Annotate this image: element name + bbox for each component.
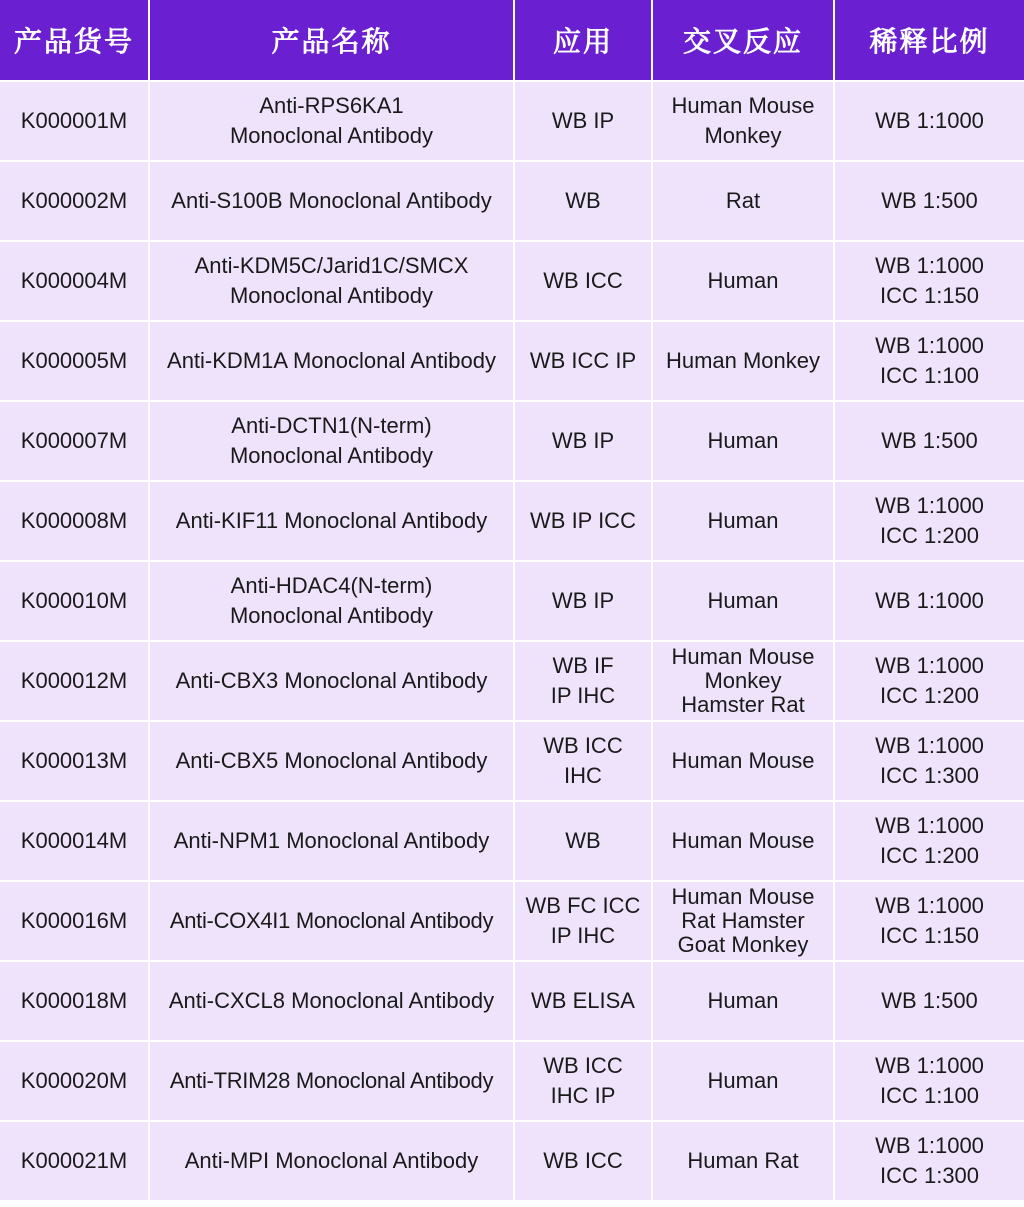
table-row bbox=[0, 162, 1024, 242]
cell-cross-reactivity: Human bbox=[653, 1042, 835, 1122]
cell-product-name: Anti-TRIM28 Monoclonal Antibody bbox=[150, 1042, 515, 1122]
cell-application: WB ICC IP bbox=[515, 322, 653, 402]
cell-catalog-number: K000001M bbox=[0, 82, 150, 162]
cell-dilution-ratio: WB 1:1000 ICC 1:200 bbox=[835, 642, 1024, 722]
cell-catalog-number: K000013M bbox=[0, 722, 150, 802]
cell-product-name: Anti-S100B Monoclonal Antibody bbox=[150, 162, 515, 242]
cell-catalog-number: K000014M bbox=[0, 802, 150, 882]
cell-catalog-number: K000016M bbox=[0, 882, 150, 962]
cell-application: WB ICC IHC bbox=[515, 722, 653, 802]
cell-dilution-ratio: WB 1:1000 ICC 1:100 bbox=[835, 322, 1024, 402]
cell-dilution-ratio: WB 1:1000 ICC 1:150 bbox=[835, 242, 1024, 322]
cell-dilution-ratio: WB 1:1000 ICC 1:100 bbox=[835, 1042, 1024, 1122]
cell-catalog-number: K000018M bbox=[0, 962, 150, 1042]
cell-application: WB bbox=[515, 162, 653, 242]
cell-product-name: Anti-MPI Monoclonal Antibody bbox=[150, 1122, 515, 1202]
cell-product-name: Anti-CXCL8 Monoclonal Antibody bbox=[150, 962, 515, 1042]
cell-catalog-number: K000008M bbox=[0, 482, 150, 562]
cell-catalog-number: K000007M bbox=[0, 402, 150, 482]
table-row bbox=[0, 722, 1024, 802]
cell-cross-reactivity: Human bbox=[653, 962, 835, 1042]
cell-product-name: Anti-COX4I1 Monoclonal Antibody bbox=[150, 882, 515, 962]
table-row bbox=[0, 1042, 1024, 1122]
cell-cross-reactivity: Human Mouse Monkey Hamster Rat bbox=[653, 642, 835, 722]
cell-catalog-number: K000020M bbox=[0, 1042, 150, 1122]
cell-cross-reactivity: Human bbox=[653, 482, 835, 562]
cell-catalog-number: K000002M bbox=[0, 162, 150, 242]
cell-application: WB FC ICC IP IHC bbox=[515, 882, 653, 962]
cell-cross-reactivity: Human bbox=[653, 242, 835, 322]
cell-application: WB IP bbox=[515, 402, 653, 482]
header-catalog-number: 产品货号 bbox=[0, 0, 150, 82]
cell-product-name: Anti-CBX3 Monoclonal Antibody bbox=[150, 642, 515, 722]
cell-application: WB bbox=[515, 802, 653, 882]
cell-dilution-ratio: WB 1:1000 ICC 1:300 bbox=[835, 722, 1024, 802]
table-row bbox=[0, 882, 1024, 962]
table-row bbox=[0, 322, 1024, 402]
cell-cross-reactivity: Human Mouse bbox=[653, 722, 835, 802]
table-row bbox=[0, 402, 1024, 482]
header-cross-reactivity: 交叉反应 bbox=[653, 0, 835, 82]
cell-dilution-ratio: WB 1:500 bbox=[835, 962, 1024, 1042]
cell-application: WB IP ICC bbox=[515, 482, 653, 562]
cell-cross-reactivity: Rat bbox=[653, 162, 835, 242]
header-dilution-ratio: 稀释比例 bbox=[835, 0, 1024, 82]
cell-cross-reactivity: Human Mouse bbox=[653, 802, 835, 882]
cell-application: WB ELISA bbox=[515, 962, 653, 1042]
table-row bbox=[0, 242, 1024, 322]
cell-application: WB ICC bbox=[515, 1122, 653, 1202]
cell-application: WB IF IP IHC bbox=[515, 642, 653, 722]
cell-dilution-ratio: WB 1:1000 ICC 1:200 bbox=[835, 802, 1024, 882]
cell-cross-reactivity: Human bbox=[653, 402, 835, 482]
cell-product-name: Anti-DCTN1(N-term) Monoclonal Antibody bbox=[150, 402, 515, 482]
header-product-name: 产品名称 bbox=[150, 0, 515, 82]
cell-cross-reactivity: Human Rat bbox=[653, 1122, 835, 1202]
cell-catalog-number: K000005M bbox=[0, 322, 150, 402]
cell-dilution-ratio: WB 1:1000 ICC 1:200 bbox=[835, 482, 1024, 562]
cell-dilution-ratio: WB 1:1000 ICC 1:300 bbox=[835, 1122, 1024, 1202]
cell-catalog-number: K000010M bbox=[0, 562, 150, 642]
cell-product-name: Anti-CBX5 Monoclonal Antibody bbox=[150, 722, 515, 802]
table-row bbox=[0, 642, 1024, 722]
table-row bbox=[0, 82, 1024, 162]
cell-catalog-number: K000012M bbox=[0, 642, 150, 722]
cell-dilution-ratio: WB 1:1000 bbox=[835, 562, 1024, 642]
table-row bbox=[0, 562, 1024, 642]
cell-product-name: Anti-RPS6KA1 Monoclonal Antibody bbox=[150, 82, 515, 162]
cell-dilution-ratio: WB 1:1000 ICC 1:150 bbox=[835, 882, 1024, 962]
cell-cross-reactivity: Human Monkey bbox=[653, 322, 835, 402]
table-row bbox=[0, 1122, 1024, 1202]
cell-application: WB ICC bbox=[515, 242, 653, 322]
table-row bbox=[0, 962, 1024, 1042]
cell-catalog-number: K000021M bbox=[0, 1122, 150, 1202]
cell-cross-reactivity: Human Mouse Rat Hamster Goat Monkey bbox=[653, 882, 835, 962]
cell-application: WB IP bbox=[515, 562, 653, 642]
table-row bbox=[0, 802, 1024, 882]
cell-cross-reactivity: Human Mouse Monkey bbox=[653, 82, 835, 162]
cell-product-name: Anti-KDM5C/Jarid1C/SMCX Monoclonal Antibody bbox=[150, 242, 515, 322]
cell-product-name: Anti-KDM1A Monoclonal Antibody bbox=[150, 322, 515, 402]
cell-product-name: Anti-NPM1 Monoclonal Antibody bbox=[150, 802, 515, 882]
cell-product-name: Anti-KIF11 Monoclonal Antibody bbox=[150, 482, 515, 562]
table-header-row bbox=[0, 0, 1024, 82]
cell-catalog-number: K000004M bbox=[0, 242, 150, 322]
cell-application: WB IP bbox=[515, 82, 653, 162]
cell-dilution-ratio: WB 1:500 bbox=[835, 402, 1024, 482]
cell-application: WB ICC IHC IP bbox=[515, 1042, 653, 1122]
cell-dilution-ratio: WB 1:1000 bbox=[835, 82, 1024, 162]
table-row bbox=[0, 482, 1024, 562]
cell-product-name: Anti-HDAC4(N-term) Monoclonal Antibody bbox=[150, 562, 515, 642]
cell-cross-reactivity: Human bbox=[653, 562, 835, 642]
table-body bbox=[0, 82, 1024, 1202]
cell-dilution-ratio: WB 1:500 bbox=[835, 162, 1024, 242]
header-application: 应用 bbox=[515, 0, 653, 82]
